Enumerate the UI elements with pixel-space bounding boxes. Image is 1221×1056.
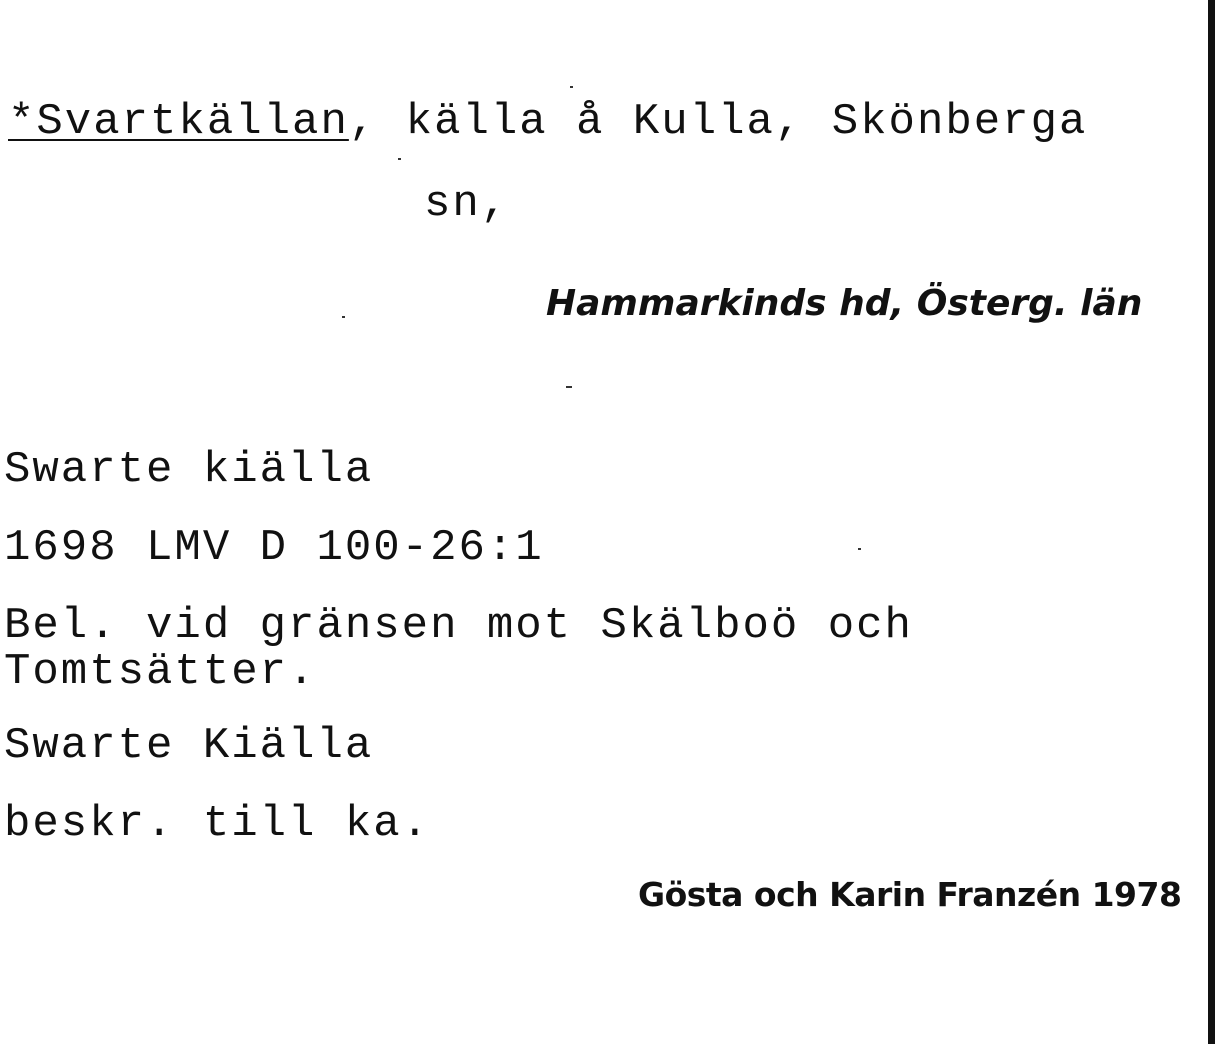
entry-line-2: 1698 LMV D 100-26:1 xyxy=(4,523,544,573)
district-stamp: Hammarkinds hd, Österg. län xyxy=(546,283,1143,324)
scan-speck xyxy=(858,548,861,550)
entry-line-5: Swarte Kiälla xyxy=(4,721,374,771)
heading-line-2: sn, xyxy=(424,179,510,229)
scan-speck xyxy=(566,386,572,388)
heading-line-1 xyxy=(8,97,1088,147)
headword: *Svartkällan xyxy=(8,97,349,147)
scan-speck xyxy=(342,316,345,318)
attribution-stamp: Gösta och Karin Franzén 1978 xyxy=(638,875,1182,914)
entry-line-4: Tomtsätter. xyxy=(4,647,317,697)
scan-speck xyxy=(570,86,573,88)
scan-speck xyxy=(398,158,401,160)
card-edge-shadow xyxy=(1208,0,1215,1044)
entry-line-6: beskr. till ka. xyxy=(4,799,431,849)
heading-description: , källa å Kulla, Skönberga xyxy=(348,97,1088,147)
entry-line-3: Bel. vid gränsen mot Skälboö och xyxy=(4,601,913,651)
entry-line-1: Swarte kiälla xyxy=(4,445,374,495)
